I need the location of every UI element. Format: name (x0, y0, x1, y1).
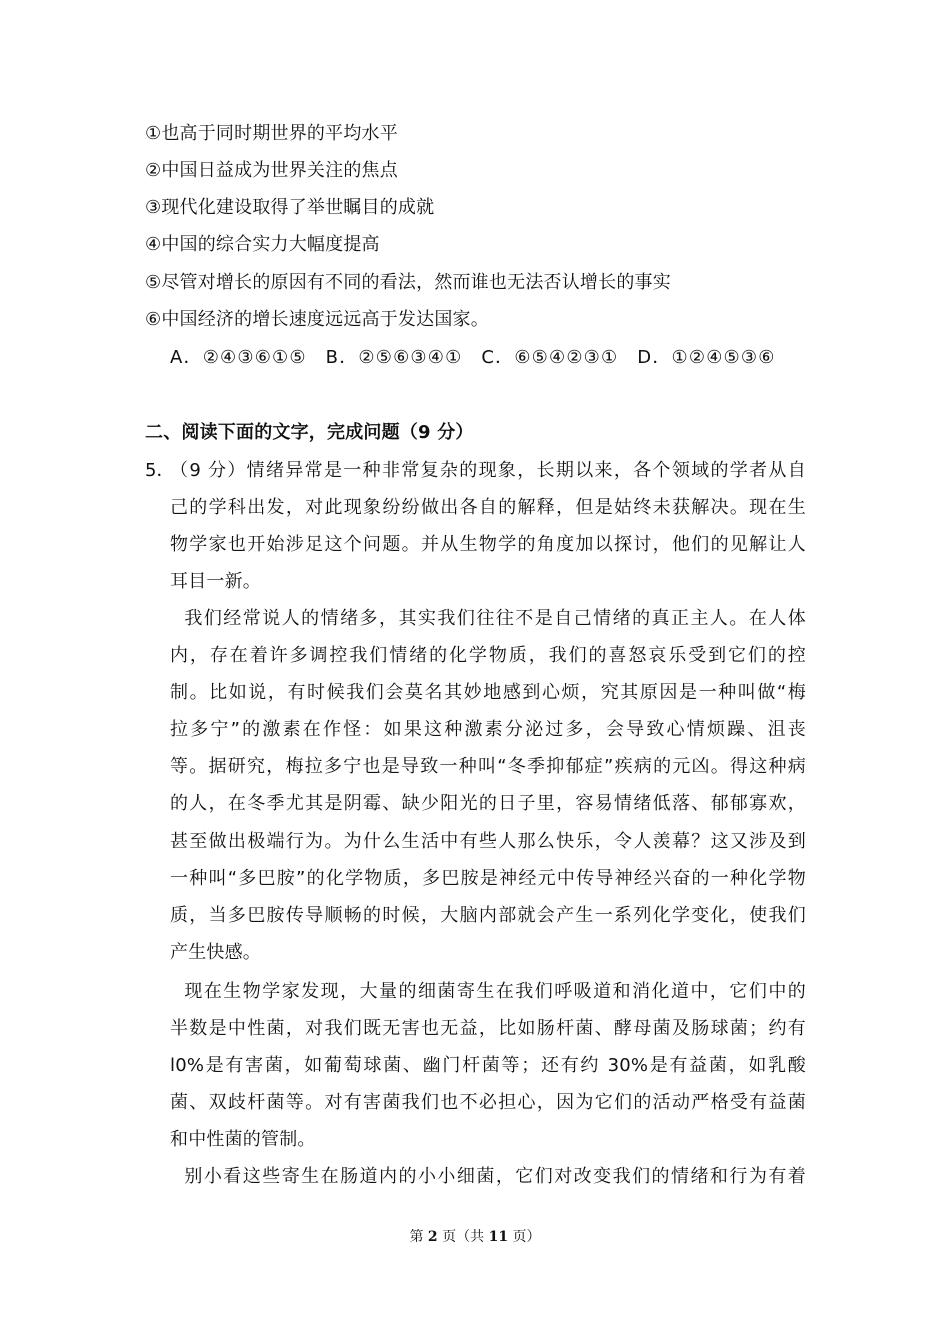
page-footer (0, 1227, 950, 1247)
passage-line: 内，存在着许多调控我们情绪的化学物质，我们的喜怒哀乐受到它们的控 (170, 645, 806, 666)
passage-line: 拉多宁”的激素在作怪：如果这种激素分泌过多，会导致心情烦躁、沮丧 (170, 719, 806, 740)
option-d: D．①②④⑤③⑥ (637, 347, 776, 368)
question-number: 5． (145, 460, 175, 481)
list-item-4: ④中国的综合实力大幅度提高 (145, 234, 380, 255)
list-item-2: ②中国日益成为世界关注的焦点 (145, 160, 398, 181)
passage-line: 别小看这些寄生在肠道内的小小细菌，它们对改变我们的情绪和行为有着 (170, 1166, 806, 1187)
passage-line: 甚至做出极端行为。为什么生活中有些人那么快乐，令人羡幕？这又涉及到 (170, 831, 806, 852)
footer-suffix: 页） (508, 1229, 541, 1245)
section-heading: 二、阅读下面的文字，完成问题（9 分） (145, 422, 474, 443)
passage-line: 一种叫“多巴胺”的化学物质，多巴胺是神经元中传导神经兴奋的一种化学物 (170, 868, 806, 889)
list-item-6: ⑥中国经济的增长速度远远高于发达国家。 (145, 309, 489, 330)
passage-line: 耳目一新。 (170, 571, 261, 592)
footer-middle: 页（共 (437, 1229, 489, 1245)
passage-line: 和中性菌的管制。 (170, 1129, 316, 1150)
passage-line: l0%是有害菌，如葡萄球菌、幽门杆菌等；还有约 30%是有益菌，如乳酸 (170, 1055, 806, 1076)
list-item-1: ①也高于同时期世界的平均水平 (145, 123, 398, 144)
footer-prefix: 第 (409, 1229, 428, 1245)
passage-line: 我们经常说人的情绪多，其实我们往往不是自己情绪的真正主人。在人体 (170, 608, 806, 629)
passage-line: 等。据研究，梅拉多宁也是导致一种叫“冬季抑郁症”疾病的元凶。得这种病 (170, 756, 806, 777)
option-b: B．②⑤⑥③④① (325, 347, 463, 368)
passage-line: 的人，在冬季尤其是阴霉、缺少阳光的日子里，容易情绪低落、郁郁寡欢， (170, 793, 806, 814)
passage-line: 菌、双歧杆菌等。对有害菌我们也不必担心，因为它们的活动严格受有益菌 (170, 1092, 806, 1113)
footer-total-pages: 11 (488, 1229, 509, 1245)
list-item-3: ③现代化建设取得了举世瞩目的成就 (145, 197, 435, 218)
option-a: A．②④③⑥①⑤ (170, 347, 307, 368)
passage-line: 制。比如说，有时候我们会莫名其妙地感到心烦，究其原因是一种叫做“梅 (170, 682, 806, 703)
passage-line: （9 分）情绪异常是一种非常复杂的现象，长期以来，各个领域的学者从自 (170, 460, 806, 481)
passage-line: 物学家也开始涉足这个问题。并从生物学的角度加以探讨，他们的见解让人 (170, 534, 806, 555)
passage-line: 己的学科出发，对此现象纷纷做出各自的解释，但是姑终未获解决。现在生 (170, 497, 806, 518)
passage-line: 半数是中性菌，对我们既无害也无益，比如肠杆菌、酵母菌及肠球菌；约有 (170, 1018, 806, 1039)
answer-options (170, 345, 788, 371)
option-c: C．⑥⑤④②③① (481, 347, 619, 368)
passage-line: 质，当多巴胺传导顺畅的时候，大脑内部就会产生一系列化学变化，使我们 (170, 905, 806, 926)
list-item-5: ⑤尽管对增长的原因有不同的看法，然而谁也无法否认增长的事实 (145, 272, 671, 293)
passage-line: 产生快感。 (170, 942, 261, 963)
footer-page-number: 2 (427, 1229, 438, 1245)
passage-line: 现在生物学家发现，大量的细菌寄生在我们呼吸道和消化道中，它们中的 (170, 981, 806, 1002)
